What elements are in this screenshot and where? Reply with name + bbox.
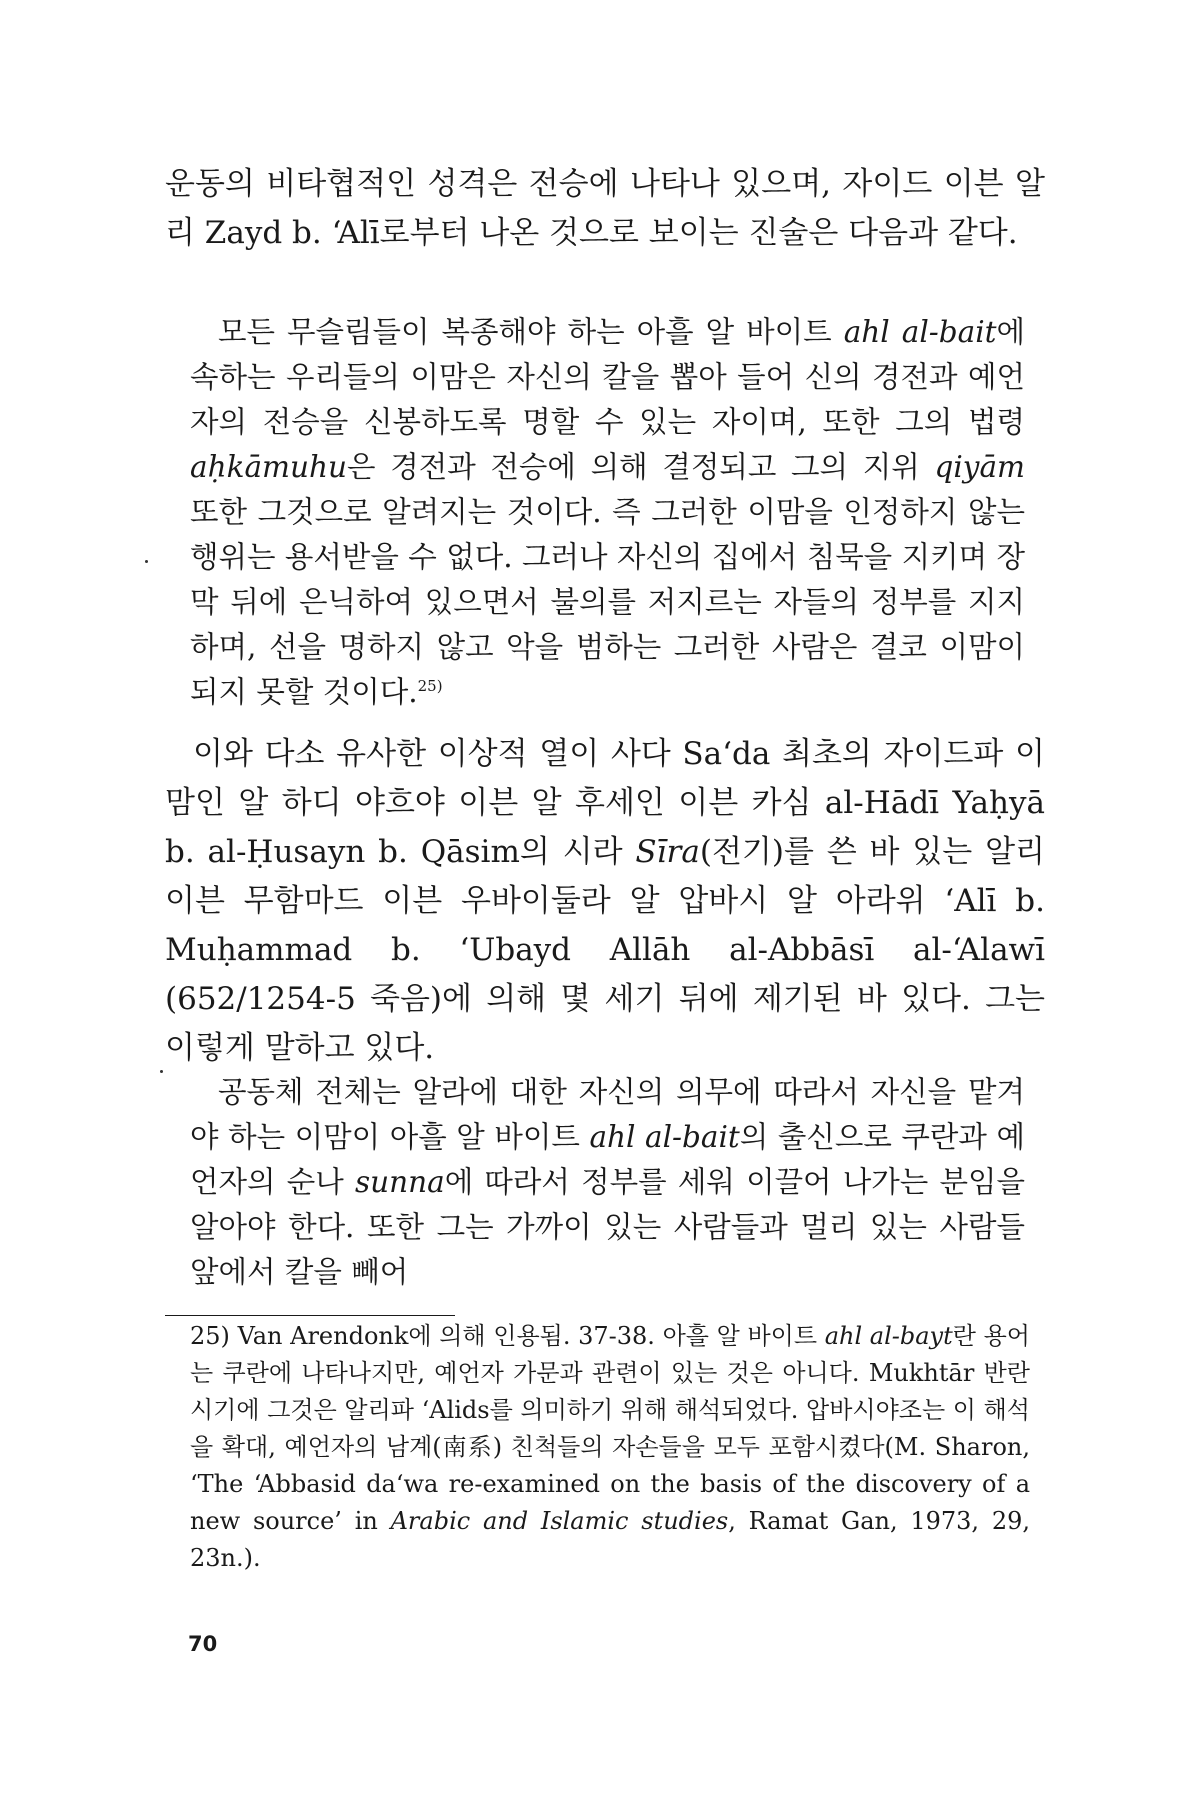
quote2-term1: ahl al-bait bbox=[589, 1120, 740, 1154]
para2-part2: (전기)를 쓴 바 있는 알리 이븐 무함마드 이븐 우바이둘라 알 압바시 알 아라위 ‘Alī b. Muḥammad b. ‘Ubayd Allāh al-Abbāsī al-‘Alawī (652/1254-5 죽음)에 의해 몇 세기 뒤에 제기된 바 있다. 그는 이렇게 말하고 있다. bbox=[165, 834, 1046, 1066]
para2-term1: Sīra bbox=[635, 834, 700, 870]
quote1-term3: qiyām bbox=[934, 450, 1025, 484]
quote1-part1: 모든 무슬림들이 복종해야 하는 아흘 알 바이트 bbox=[218, 315, 844, 349]
quote1-term2: aḥkāmuhu bbox=[190, 450, 348, 484]
footnote-term2: Arabic and Islamic studies bbox=[390, 1507, 729, 1535]
footnote-number: 25) bbox=[190, 1322, 230, 1350]
quote1-part3: 은 경전과 전승에 의해 결정되고 그의 지위 bbox=[347, 450, 935, 484]
footnote-25 bbox=[190, 1318, 1030, 1577]
footnote-term1: ahl al-bayt bbox=[824, 1322, 953, 1350]
scan-speck bbox=[145, 560, 148, 563]
intro-text: 운동의 비타협적인 성격은 전승에 나타나 있으며, 자이드 이븐 알리 Zayd b. ‘Alī로부터 나온 것으로 보이는 진술은 다음과 같다. bbox=[165, 166, 1045, 251]
footnote-part1: Van Arendonk에 의해 인용됨. 37-38. 아흘 알 바이트 bbox=[229, 1322, 825, 1350]
footnote-divider bbox=[165, 1315, 455, 1316]
body-paragraph-2 bbox=[165, 730, 1045, 1073]
quote2-part1: 공동체 전체는 알라에 대한 자신의 의무에 따라서 자신을 맡겨야 하는 이맘이 아흘 알 바이트 bbox=[190, 1075, 1025, 1154]
scan-speck bbox=[160, 1070, 163, 1073]
page-number: 70 bbox=[188, 1632, 218, 1656]
quote2-term2: sunna bbox=[354, 1165, 445, 1199]
intro-paragraph bbox=[165, 160, 1045, 258]
quote1-part2: 에 속하는 우리들의 이맘은 자신의 칼을 뽑아 들어 신의 경전과 예언자의 전승을 신봉하도록 명할 수 있는 자이며, 또한 그의 법령 bbox=[190, 315, 1025, 439]
quote1-part4: 또한 그것으로 알려지는 것이다. 즉 그러한 이맘을 인정하지 않는 행위는 용서받을 수 없다. 그러나 자신의 집에서 침묵을 지키며 장막 뒤에 은닉하여 있으면서 불의를 저지르는 자들의 정부를 지지하며, 선을 명하지 않고 악을 범하는 그러한 사람은 결코 이맘이 되지 못할 것이다. bbox=[190, 495, 1025, 709]
footnote-part3: , Ramat Gan, 1973, 29, 23n.). bbox=[190, 1507, 1030, 1572]
para2-part1: 이와 다소 유사한 이상적 열이 사다 Sa‘da 최초의 자이드파 이맘인 알 하디 야흐야 이븐 알 후세인 이븐 카심 al-Hādī Yaḥyā b. al-Ḥusayn b. Qāsim의 시라 bbox=[165, 736, 1045, 870]
quote1-term1: ahl al-bait bbox=[843, 315, 997, 349]
block-quote-1 bbox=[190, 310, 1025, 715]
quote2-part2: 의 출신으로 쿠란과 예언자의 순나 bbox=[190, 1120, 1026, 1199]
quote2-part3: 에 따라서 정부를 세워 이끌어 나가는 분임을 알아야 한다. 또한 그는 가까이 있는 사람들과 멀리 있는 사람들 앞에서 칼을 빼어 bbox=[190, 1165, 1025, 1289]
footnote-reference-25[interactable]: 25) bbox=[417, 677, 443, 696]
block-quote-2 bbox=[190, 1070, 1025, 1295]
footnote-part2: 란 용어는 쿠란에 나타나지만, 예언자 가문과 관련이 있는 것은 아니다. Mukhtār 반란 시기에 그것은 알리파 ‘Alids를 의미하기 위해 해석되었다. 압바시야조는 이 해석을 확대, 예언자의 남계(南系) 친척들의 자손들을 모두 포함시켰다(M. Sharon, ‘The ‘Abbasid da‘wa re-examined on the basis of the discovery of a new source’ in bbox=[190, 1322, 1030, 1535]
